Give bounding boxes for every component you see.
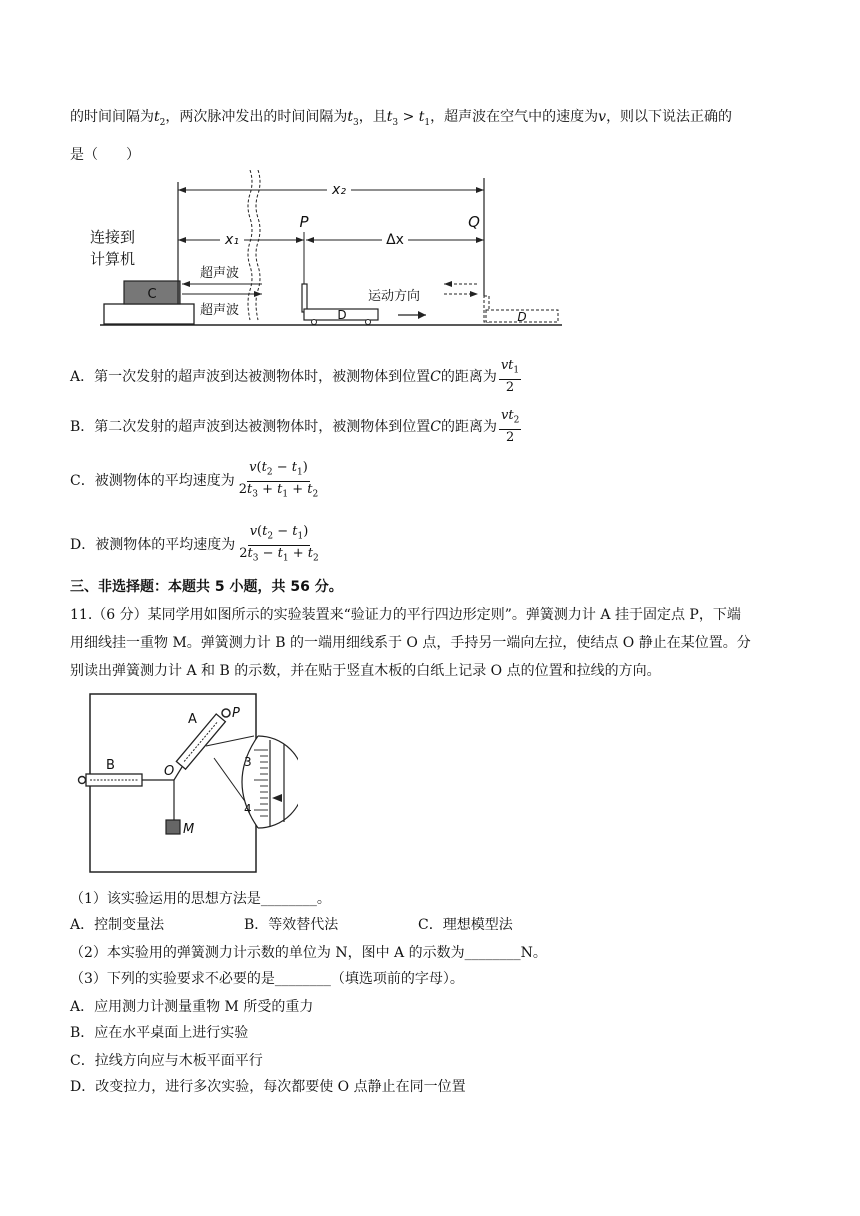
- choice-a: A．控制变量法: [70, 917, 165, 933]
- label-a-fig2: A: [188, 712, 197, 727]
- label-wave-top: 超声波: [200, 266, 240, 281]
- option-b: B．第二次发射的超声波到达被测物体时，被测物体到位置C的距离为 $\frac{vt_2}{2}$: [70, 408, 520, 445]
- label-x1: x₁: [225, 232, 239, 248]
- q11-sub1-choices: [70, 916, 513, 934]
- option-d: D．被测物体的平均速度为 $\frac{v(t_2 - t_1)}{2t_3 - t_1 + t_2}$: [70, 524, 323, 566]
- q11-sub2: （2）本实验用的弹簧测力计示数的单位为 N，图中 A 的示数为________N。: [70, 945, 547, 961]
- q11-sub3-b: B．应在水平桌面上进行实验: [70, 1025, 249, 1041]
- label-connect-line2: 计算机: [90, 250, 136, 268]
- q11-line3: 别读出弹簧测力计 A 和 B 的示数，并在贴于竖直木板的白纸上记录 O 点的位置和拉线的方向。: [70, 663, 661, 679]
- question-continuation-line: 的时间间隔为$t_2$，两次脉冲发出的时间间隔为$t_3$，且$t_3 > t_1$，超声波在空气中的速度为v，则以下说法正确的: [70, 109, 733, 128]
- label-x2: x₂: [332, 182, 346, 198]
- choice-b: B．等效替代法: [244, 917, 339, 933]
- label-connect-line1: 连接到: [90, 228, 136, 246]
- q11-sub3: （3）下列的实验要求不必要的是________（填选项前的字母）。: [70, 971, 464, 987]
- option-a: A．第一次发射的超声波到达被测物体时，被测物体到位置C的距离为 $\frac{vt_1}{2}$: [70, 358, 520, 395]
- ultrasonic-diagram: [82, 170, 562, 330]
- label-b-fig2: B: [106, 758, 115, 773]
- label-c: C: [147, 287, 157, 302]
- label-wave-bottom: 超声波: [200, 303, 240, 318]
- label-motion: 运动方向: [368, 289, 421, 304]
- q11-line2: 用细线挂一重物 M。弹簧测力计 B 的一端用细线系于 O 点，手持另一端向左拉，使结点 O 静止在某位置。分: [70, 635, 751, 651]
- label-p-fig2: P: [232, 706, 240, 721]
- q11-sub1: （1）该实验运用的思想方法是________。: [70, 891, 331, 907]
- label-p: P: [299, 213, 309, 231]
- q11-sub3-d: D．改变拉力，进行多次实验，每次都要使 O 点静止在同一位置: [70, 1079, 466, 1095]
- label-d-first: D: [337, 308, 347, 322]
- q11-sub3-c: C．拉线方向应与木板平面平行: [70, 1053, 263, 1069]
- label-4-fig2: 4: [244, 802, 252, 816]
- q11-line1: 11.（6 分）某同学用如图所示的实验装置来“验证力的平行四边形定则”。弹簧测力计 A 挂于固定点 P，下端: [70, 607, 741, 623]
- q11-sub3-a: A．应用测力计测量重物 M 所受的重力: [70, 999, 314, 1015]
- label-o-fig2: O: [164, 764, 175, 779]
- choice-c: C．理想模型法: [418, 917, 513, 933]
- option-c: C．被测物体的平均速度为 $\frac{v(t_2 - t_1)}{2t_3 + t_1 + t_2}$: [70, 460, 322, 502]
- label-q: Q: [468, 213, 480, 231]
- label-3-fig2: 3: [244, 755, 252, 769]
- question-prompt: 是（ ）: [70, 147, 140, 163]
- label-d-second: D: [517, 310, 527, 324]
- label-dx: Δx: [386, 232, 404, 248]
- fraction-option-c: $\frac{v(t_2 - t_1)}{2t_3 + t_1 + t_2}$: [238, 460, 319, 500]
- fraction-vt2-over-2: $\frac{vt_2}{2}$: [501, 408, 520, 445]
- fraction-vt1-over-2: $\frac{vt_1}{2}$: [500, 358, 520, 395]
- label-m-fig2: M: [183, 822, 195, 837]
- spring-balance-diagram: [76, 688, 298, 878]
- fraction-option-d: $\frac{v(t_2 - t_1)}{2t_3 - t_1 + t_2}$: [239, 524, 319, 564]
- section-heading: 三、非选择题：本题共 5 小题，共 56 分。: [70, 579, 343, 595]
